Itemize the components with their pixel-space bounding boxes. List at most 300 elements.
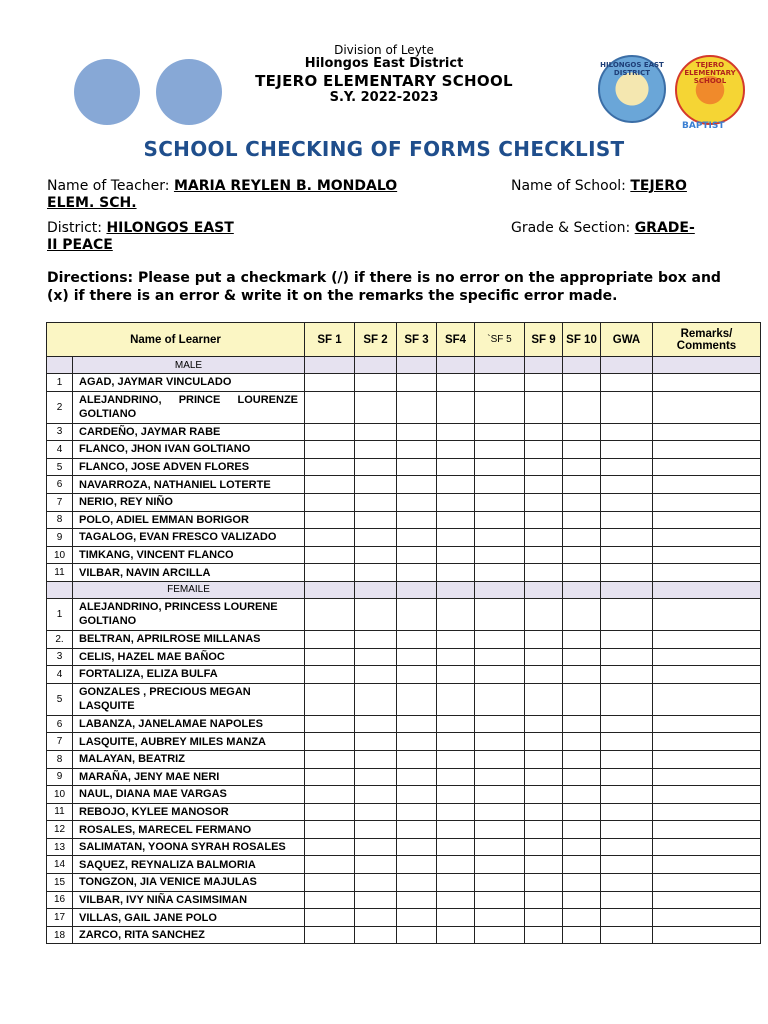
check-cell-sf10[interactable] — [563, 715, 601, 733]
check-cell-sf9[interactable] — [525, 683, 563, 715]
check-cell-sf10[interactable] — [563, 476, 601, 494]
check-cell-sf9[interactable] — [525, 529, 563, 547]
check-cell-sf9[interactable] — [525, 786, 563, 804]
check-cell-sf10[interactable] — [563, 821, 601, 839]
check-cell-gwa[interactable] — [601, 529, 653, 547]
check-cell-sf10[interactable] — [563, 909, 601, 927]
check-cell-sf4[interactable] — [437, 891, 475, 909]
check-cell-remarks[interactable] — [653, 715, 761, 733]
check-cell-gwa[interactable] — [601, 648, 653, 666]
check-cell-remarks[interactable] — [653, 458, 761, 476]
check-cell-sf1[interactable] — [305, 598, 355, 630]
grade-line — [511, 220, 695, 237]
check-cell-gwa[interactable] — [601, 493, 653, 511]
check-cell-sf10[interactable] — [563, 803, 601, 821]
check-cell-sf10[interactable] — [563, 733, 601, 751]
check-cell-sf4[interactable] — [437, 856, 475, 874]
check-cell-sf4[interactable] — [437, 803, 475, 821]
check-cell-sf3[interactable] — [397, 838, 437, 856]
check-cell-sf3[interactable] — [397, 666, 437, 684]
check-cell-sf5[interactable] — [475, 391, 525, 423]
check-cell-sf9[interactable] — [525, 546, 563, 564]
check-cell-sf4[interactable] — [437, 493, 475, 511]
check-cell-sf3[interactable] — [397, 803, 437, 821]
check-cell-sf10[interactable] — [563, 441, 601, 459]
check-cell-gwa[interactable] — [601, 891, 653, 909]
check-cell-remarks[interactable] — [653, 838, 761, 856]
check-cell-sf5[interactable] — [475, 476, 525, 494]
check-cell-sf10[interactable] — [563, 493, 601, 511]
check-cell-sf5[interactable] — [475, 803, 525, 821]
check-cell-sf1[interactable] — [305, 856, 355, 874]
check-cell-sf5[interactable] — [475, 768, 525, 786]
check-cell-sf2[interactable] — [355, 546, 397, 564]
check-cell-sf1[interactable] — [305, 441, 355, 459]
section-blank-cell — [525, 357, 563, 374]
check-cell-sf4[interactable] — [437, 630, 475, 648]
learner-row — [47, 856, 761, 874]
check-cell-gwa[interactable] — [601, 821, 653, 839]
check-cell-sf4[interactable] — [437, 458, 475, 476]
check-cell-remarks[interactable] — [653, 891, 761, 909]
check-cell-gwa[interactable] — [601, 874, 653, 892]
check-cell-sf9[interactable] — [525, 423, 563, 441]
check-cell-sf2[interactable] — [355, 891, 397, 909]
check-cell-sf2[interactable] — [355, 768, 397, 786]
check-cell-sf1[interactable] — [305, 768, 355, 786]
check-cell-remarks[interactable] — [653, 441, 761, 459]
check-cell-sf2[interactable] — [355, 750, 397, 768]
check-cell-sf3[interactable] — [397, 768, 437, 786]
check-cell-sf4[interactable] — [437, 821, 475, 839]
check-cell-remarks[interactable] — [653, 630, 761, 648]
check-cell-sf3[interactable] — [397, 546, 437, 564]
check-cell-sf10[interactable] — [563, 648, 601, 666]
check-cell-sf2[interactable] — [355, 648, 397, 666]
check-cell-sf9[interactable] — [525, 666, 563, 684]
check-cell-sf5[interactable] — [475, 458, 525, 476]
check-cell-sf9[interactable] — [525, 598, 563, 630]
learner-name: ALEJANDRINO, PRINCESS LOURENE GOLTIANO — [73, 598, 305, 630]
check-cell-sf4[interactable] — [437, 511, 475, 529]
district-seal-logo — [598, 55, 666, 123]
check-cell-sf9[interactable] — [525, 891, 563, 909]
check-cell-remarks[interactable] — [653, 546, 761, 564]
check-cell-sf4[interactable] — [437, 423, 475, 441]
check-cell-sf4[interactable] — [437, 391, 475, 423]
check-cell-sf3[interactable] — [397, 926, 437, 944]
check-cell-sf9[interactable] — [525, 856, 563, 874]
check-cell-remarks[interactable] — [653, 511, 761, 529]
check-cell-sf4[interactable] — [437, 733, 475, 751]
learner-row — [47, 458, 761, 476]
check-cell-gwa[interactable] — [601, 511, 653, 529]
check-cell-sf4[interactable] — [437, 768, 475, 786]
check-cell-sf10[interactable] — [563, 564, 601, 582]
check-cell-sf9[interactable] — [525, 493, 563, 511]
check-cell-sf2[interactable] — [355, 909, 397, 927]
learner-name: FLANCO, JHON IVAN GOLTIANO — [73, 441, 305, 459]
check-cell-sf5[interactable] — [475, 546, 525, 564]
check-cell-sf1[interactable] — [305, 458, 355, 476]
check-cell-remarks[interactable] — [653, 423, 761, 441]
check-cell-sf3[interactable] — [397, 458, 437, 476]
check-cell-sf10[interactable] — [563, 374, 601, 392]
check-cell-sf5[interactable] — [475, 838, 525, 856]
check-cell-sf4[interactable] — [437, 546, 475, 564]
check-cell-sf3[interactable] — [397, 909, 437, 927]
check-cell-sf5[interactable] — [475, 874, 525, 892]
check-cell-sf1[interactable] — [305, 803, 355, 821]
check-cell-sf4[interactable] — [437, 786, 475, 804]
check-cell-sf5[interactable] — [475, 493, 525, 511]
grade-value: GRADE- — [634, 220, 695, 236]
col-header-sf2: SF 2 — [355, 323, 397, 357]
check-cell-sf9[interactable] — [525, 511, 563, 529]
check-cell-sf5[interactable] — [475, 909, 525, 927]
section-blank-cell — [305, 581, 355, 598]
check-cell-sf2[interactable] — [355, 458, 397, 476]
check-cell-sf9[interactable] — [525, 715, 563, 733]
check-cell-sf4[interactable] — [437, 374, 475, 392]
learner-row — [47, 476, 761, 494]
check-cell-remarks[interactable] — [653, 803, 761, 821]
check-cell-sf4[interactable] — [437, 441, 475, 459]
check-cell-sf9[interactable] — [525, 564, 563, 582]
check-cell-gwa[interactable] — [601, 838, 653, 856]
check-cell-gwa[interactable] — [601, 564, 653, 582]
check-cell-sf5[interactable] — [475, 374, 525, 392]
check-cell-gwa[interactable] — [601, 715, 653, 733]
check-cell-sf9[interactable] — [525, 803, 563, 821]
check-cell-sf3[interactable] — [397, 648, 437, 666]
section-blank-cell — [355, 357, 397, 374]
check-cell-sf3[interactable] — [397, 683, 437, 715]
check-cell-sf9[interactable] — [525, 441, 563, 459]
check-cell-sf3[interactable] — [397, 786, 437, 804]
check-cell-sf2[interactable] — [355, 715, 397, 733]
learner-name: TIMKANG, VINCENT FLANCO — [73, 546, 305, 564]
check-cell-sf4[interactable] — [437, 909, 475, 927]
check-cell-gwa[interactable] — [601, 546, 653, 564]
row-number: 11 — [47, 564, 73, 582]
check-cell-gwa[interactable] — [601, 926, 653, 944]
check-cell-gwa[interactable] — [601, 786, 653, 804]
check-cell-sf9[interactable] — [525, 630, 563, 648]
check-cell-sf4[interactable] — [437, 476, 475, 494]
check-cell-sf2[interactable] — [355, 564, 397, 582]
check-cell-sf2[interactable] — [355, 786, 397, 804]
check-cell-sf10[interactable] — [563, 598, 601, 630]
check-cell-sf3[interactable] — [397, 821, 437, 839]
check-cell-sf10[interactable] — [563, 768, 601, 786]
check-cell-sf9[interactable] — [525, 733, 563, 751]
check-cell-sf1[interactable] — [305, 666, 355, 684]
learner-row — [47, 926, 761, 944]
learner-row — [47, 374, 761, 392]
check-cell-sf1[interactable] — [305, 564, 355, 582]
check-cell-sf1[interactable] — [305, 529, 355, 547]
row-number: 18 — [47, 926, 73, 944]
check-cell-sf3[interactable] — [397, 874, 437, 892]
check-cell-sf10[interactable] — [563, 666, 601, 684]
check-cell-sf1[interactable] — [305, 391, 355, 423]
learner-name: GONZALES , PRECIOUS MEGAN LASQUITE — [73, 683, 305, 715]
check-cell-sf1[interactable] — [305, 423, 355, 441]
check-cell-sf2[interactable] — [355, 529, 397, 547]
check-cell-sf9[interactable] — [525, 768, 563, 786]
check-cell-sf3[interactable] — [397, 374, 437, 392]
division-text: Division of Leyte — [334, 43, 434, 57]
check-cell-sf5[interactable] — [475, 564, 525, 582]
row-number: 10 — [47, 786, 73, 804]
check-cell-sf10[interactable] — [563, 856, 601, 874]
check-cell-sf2[interactable] — [355, 423, 397, 441]
check-cell-sf4[interactable] — [437, 715, 475, 733]
check-cell-sf1[interactable] — [305, 909, 355, 927]
learner-name: SALIMATAN, YOONA SYRAH ROSALES — [73, 838, 305, 856]
check-cell-gwa[interactable] — [601, 458, 653, 476]
check-cell-gwa[interactable] — [601, 423, 653, 441]
check-cell-sf1[interactable] — [305, 374, 355, 392]
check-cell-sf3[interactable] — [397, 733, 437, 751]
check-cell-remarks[interactable] — [653, 821, 761, 839]
check-cell-remarks[interactable] — [653, 874, 761, 892]
col-header-sf5: `SF 5 — [475, 323, 525, 357]
learner-name: TONGZON, JIA VENICE MAJULAS — [73, 874, 305, 892]
check-cell-sf1[interactable] — [305, 786, 355, 804]
check-cell-sf10[interactable] — [563, 423, 601, 441]
check-cell-gwa[interactable] — [601, 803, 653, 821]
check-cell-sf5[interactable] — [475, 926, 525, 944]
check-cell-remarks[interactable] — [653, 666, 761, 684]
check-cell-sf5[interactable] — [475, 666, 525, 684]
check-cell-remarks[interactable] — [653, 564, 761, 582]
check-cell-sf3[interactable] — [397, 856, 437, 874]
learner-row — [47, 768, 761, 786]
check-cell-sf1[interactable] — [305, 546, 355, 564]
check-cell-sf9[interactable] — [525, 909, 563, 927]
check-cell-sf2[interactable] — [355, 733, 397, 751]
check-cell-sf9[interactable] — [525, 874, 563, 892]
check-cell-sf4[interactable] — [437, 648, 475, 666]
check-cell-sf3[interactable] — [397, 511, 437, 529]
check-cell-sf1[interactable] — [305, 630, 355, 648]
check-cell-sf3[interactable] — [397, 391, 437, 423]
learner-name: VILLAS, GAIL JANE POLO — [73, 909, 305, 927]
check-cell-sf1[interactable] — [305, 648, 355, 666]
check-cell-gwa[interactable] — [601, 750, 653, 768]
check-cell-sf4[interactable] — [437, 564, 475, 582]
check-cell-sf5[interactable] — [475, 821, 525, 839]
check-cell-sf9[interactable] — [525, 458, 563, 476]
check-cell-sf1[interactable] — [305, 683, 355, 715]
check-cell-gwa[interactable] — [601, 598, 653, 630]
check-cell-sf5[interactable] — [475, 683, 525, 715]
check-cell-sf10[interactable] — [563, 683, 601, 715]
check-cell-sf5[interactable] — [475, 648, 525, 666]
check-cell-sf3[interactable] — [397, 529, 437, 547]
check-cell-sf2[interactable] — [355, 476, 397, 494]
check-cell-sf9[interactable] — [525, 648, 563, 666]
check-cell-sf10[interactable] — [563, 838, 601, 856]
check-cell-sf1[interactable] — [305, 511, 355, 529]
check-cell-sf2[interactable] — [355, 391, 397, 423]
check-cell-sf5[interactable] — [475, 630, 525, 648]
check-cell-sf3[interactable] — [397, 423, 437, 441]
check-cell-sf3[interactable] — [397, 598, 437, 630]
check-cell-sf5[interactable] — [475, 511, 525, 529]
check-cell-sf4[interactable] — [437, 926, 475, 944]
check-cell-sf5[interactable] — [475, 529, 525, 547]
check-cell-sf9[interactable] — [525, 476, 563, 494]
check-cell-gwa[interactable] — [601, 391, 653, 423]
learner-row — [47, 891, 761, 909]
check-cell-remarks[interactable] — [653, 856, 761, 874]
check-cell-sf5[interactable] — [475, 786, 525, 804]
check-cell-sf9[interactable] — [525, 750, 563, 768]
check-cell-sf9[interactable] — [525, 374, 563, 392]
check-cell-sf10[interactable] — [563, 458, 601, 476]
col-header-sf4: SF4 — [437, 323, 475, 357]
check-cell-sf10[interactable] — [563, 891, 601, 909]
check-cell-sf3[interactable] — [397, 891, 437, 909]
check-cell-sf5[interactable] — [475, 891, 525, 909]
check-cell-remarks[interactable] — [653, 529, 761, 547]
check-cell-gwa[interactable] — [601, 630, 653, 648]
check-cell-sf2[interactable] — [355, 926, 397, 944]
check-cell-sf4[interactable] — [437, 838, 475, 856]
check-cell-sf2[interactable] — [355, 683, 397, 715]
check-cell-remarks[interactable] — [653, 786, 761, 804]
male-section-row — [47, 357, 761, 374]
check-cell-sf9[interactable] — [525, 926, 563, 944]
check-cell-sf9[interactable] — [525, 838, 563, 856]
check-cell-remarks[interactable] — [653, 476, 761, 494]
check-cell-sf10[interactable] — [563, 511, 601, 529]
check-cell-gwa[interactable] — [601, 733, 653, 751]
check-cell-sf10[interactable] — [563, 630, 601, 648]
check-cell-sf3[interactable] — [397, 750, 437, 768]
check-cell-gwa[interactable] — [601, 909, 653, 927]
check-cell-sf3[interactable] — [397, 715, 437, 733]
check-cell-gwa[interactable] — [601, 374, 653, 392]
check-cell-remarks[interactable] — [653, 391, 761, 423]
check-cell-sf9[interactable] — [525, 821, 563, 839]
check-cell-sf2[interactable] — [355, 511, 397, 529]
check-cell-sf10[interactable] — [563, 750, 601, 768]
check-cell-sf3[interactable] — [397, 564, 437, 582]
check-cell-sf1[interactable] — [305, 476, 355, 494]
check-cell-sf10[interactable] — [563, 391, 601, 423]
check-cell-remarks[interactable] — [653, 493, 761, 511]
check-cell-remarks[interactable] — [653, 768, 761, 786]
check-cell-sf2[interactable] — [355, 441, 397, 459]
row-number: 9 — [47, 529, 73, 547]
check-cell-gwa[interactable] — [601, 768, 653, 786]
check-cell-gwa[interactable] — [601, 441, 653, 459]
check-cell-sf2[interactable] — [355, 666, 397, 684]
row-number: 12 — [47, 821, 73, 839]
check-cell-sf3[interactable] — [397, 493, 437, 511]
check-cell-sf1[interactable] — [305, 750, 355, 768]
check-cell-remarks[interactable] — [653, 683, 761, 715]
check-cell-gwa[interactable] — [601, 683, 653, 715]
check-cell-sf4[interactable] — [437, 750, 475, 768]
row-number: 4 — [47, 441, 73, 459]
check-cell-sf2[interactable] — [355, 630, 397, 648]
check-cell-sf10[interactable] — [563, 874, 601, 892]
learner-row — [47, 648, 761, 666]
check-cell-sf4[interactable] — [437, 666, 475, 684]
check-cell-sf10[interactable] — [563, 926, 601, 944]
check-cell-remarks[interactable] — [653, 648, 761, 666]
check-cell-sf1[interactable] — [305, 891, 355, 909]
check-cell-sf4[interactable] — [437, 683, 475, 715]
district-line — [47, 220, 234, 254]
check-cell-sf3[interactable] — [397, 630, 437, 648]
learner-name: BELTRAN, APRILROSE MILLANAS — [73, 630, 305, 648]
check-cell-sf5[interactable] — [475, 856, 525, 874]
check-cell-remarks[interactable] — [653, 598, 761, 630]
check-cell-sf4[interactable] — [437, 874, 475, 892]
check-cell-sf2[interactable] — [355, 856, 397, 874]
check-cell-sf5[interactable] — [475, 598, 525, 630]
check-cell-gwa[interactable] — [601, 856, 653, 874]
check-cell-sf5[interactable] — [475, 423, 525, 441]
check-cell-sf10[interactable] — [563, 529, 601, 547]
check-cell-sf2[interactable] — [355, 598, 397, 630]
check-cell-sf1[interactable] — [305, 838, 355, 856]
check-cell-sf4[interactable] — [437, 529, 475, 547]
row-number: 7 — [47, 493, 73, 511]
check-cell-sf1[interactable] — [305, 821, 355, 839]
check-cell-sf3[interactable] — [397, 476, 437, 494]
check-cell-sf2[interactable] — [355, 838, 397, 856]
check-cell-remarks[interactable] — [653, 750, 761, 768]
check-cell-remarks[interactable] — [653, 733, 761, 751]
check-cell-remarks[interactable] — [653, 909, 761, 927]
check-cell-sf3[interactable] — [397, 441, 437, 459]
check-cell-sf10[interactable] — [563, 786, 601, 804]
check-cell-sf5[interactable] — [475, 733, 525, 751]
school-seal-text: TEJERO ELEMENTARY SCHOOL — [684, 61, 736, 85]
check-cell-sf1[interactable] — [305, 493, 355, 511]
check-cell-sf5[interactable] — [475, 715, 525, 733]
check-cell-sf2[interactable] — [355, 874, 397, 892]
school-seal-logo — [675, 55, 745, 125]
check-cell-sf5[interactable] — [475, 750, 525, 768]
check-cell-sf2[interactable] — [355, 803, 397, 821]
check-cell-gwa[interactable] — [601, 476, 653, 494]
section-blank-cell — [437, 357, 475, 374]
check-cell-remarks[interactable] — [653, 374, 761, 392]
check-cell-sf2[interactable] — [355, 821, 397, 839]
check-cell-sf2[interactable] — [355, 374, 397, 392]
check-cell-sf4[interactable] — [437, 598, 475, 630]
check-cell-remarks[interactable] — [653, 926, 761, 944]
check-cell-sf5[interactable] — [475, 441, 525, 459]
check-cell-sf1[interactable] — [305, 926, 355, 944]
check-cell-sf10[interactable] — [563, 546, 601, 564]
learner-row — [47, 821, 761, 839]
check-cell-gwa[interactable] — [601, 666, 653, 684]
check-cell-sf1[interactable] — [305, 874, 355, 892]
check-cell-sf1[interactable] — [305, 715, 355, 733]
check-cell-sf1[interactable] — [305, 733, 355, 751]
check-cell-sf9[interactable] — [525, 391, 563, 423]
check-cell-sf2[interactable] — [355, 493, 397, 511]
